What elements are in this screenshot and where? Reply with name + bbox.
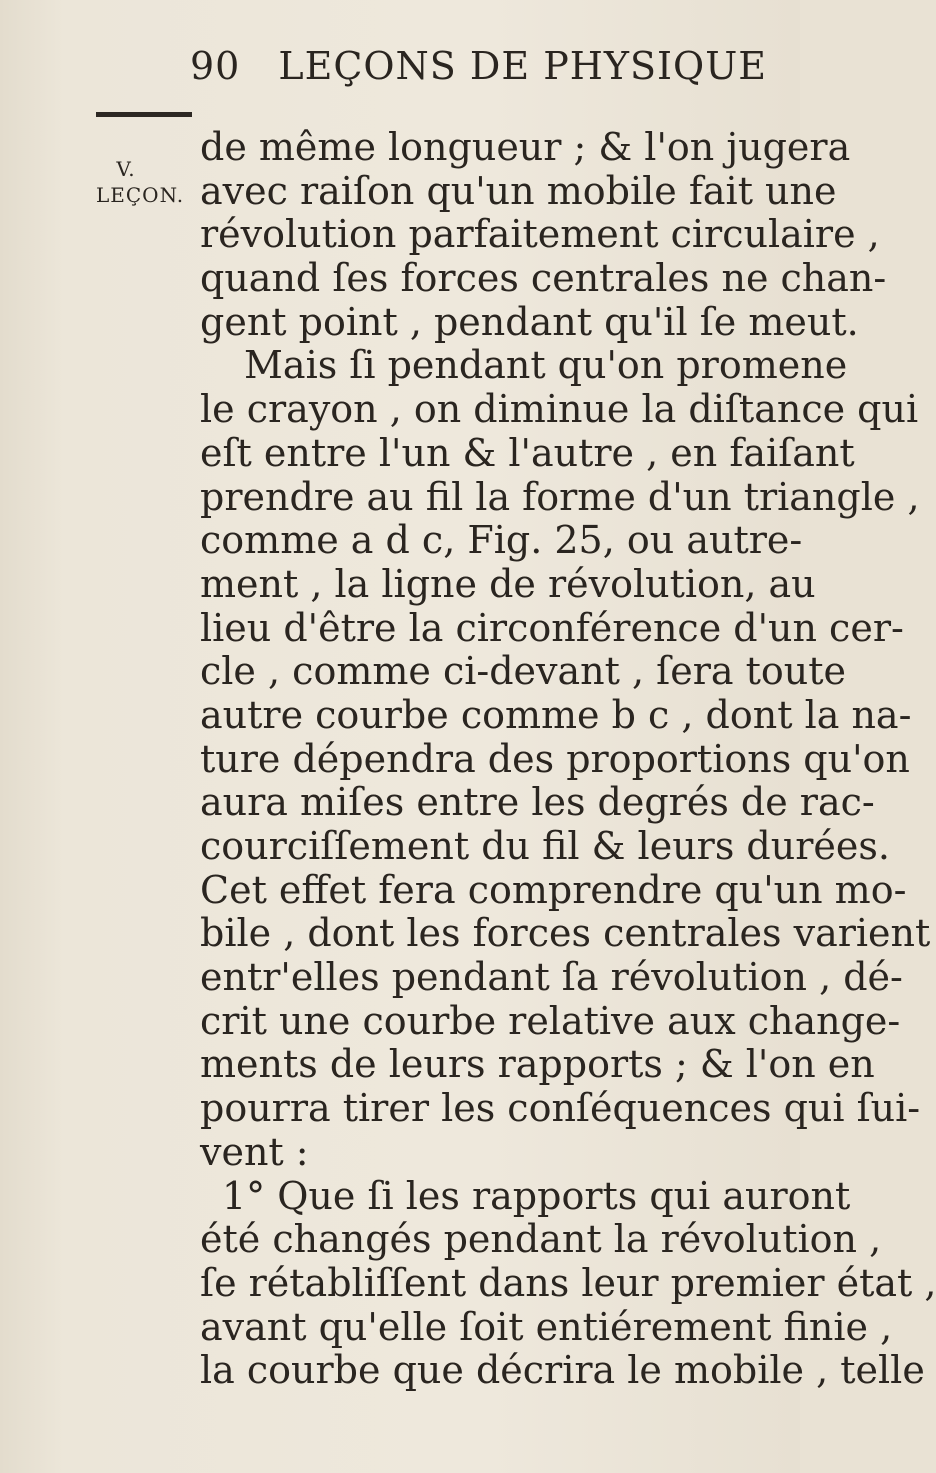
text-line: ſe rétabliſſent dans leur premier état , <box>200 1260 936 1305</box>
text-line: crit une courbe relative aux change- <box>200 998 901 1043</box>
text-line: de même longueur ; & l'on jugera <box>200 125 851 169</box>
margin-note <box>96 156 185 208</box>
text-line: Cet effet fera comprendre qu'un mo- <box>200 867 907 912</box>
text-line: comme a d c, Fig. 25, ou autre- <box>200 518 803 563</box>
margin-note-label: LEÇON. <box>96 183 185 207</box>
margin-note-number: V. <box>116 157 136 181</box>
text-line: aura miſes entre les degrés de rac- <box>200 780 875 825</box>
text-line: quand ſes forces centrales ne chan- <box>200 256 887 301</box>
text-line: avec raiſon qu'un mobile fait une <box>200 168 837 213</box>
text-line: été changés pendant la révolution , <box>200 1217 882 1262</box>
header-rule <box>96 112 192 117</box>
text-line: ment , la ligne de révolution, au <box>200 561 816 606</box>
text-line: ments de leurs rapports ; & l'on en <box>200 1042 875 1087</box>
text-line: 1° Que ſi les rapports qui auront <box>222 1173 851 1218</box>
text-line: lieu d'être la circonférence d'un cer- <box>200 605 904 650</box>
text-line: vent : <box>200 1129 309 1174</box>
text-line: entr'elles pendant ſa révolution , dé- <box>200 955 903 1000</box>
text-line: gent point , pendant qu'il ſe meut. <box>200 299 859 344</box>
text-line: Mais ſi pendant qu'on promene <box>244 343 848 388</box>
text-line: prendre au fil la forme d'un triangle , <box>200 474 920 519</box>
page-number: 90 <box>190 44 241 88</box>
text-line: bile , dont les forces centrales varient <box>200 911 931 956</box>
running-title: LEÇONS DE PHYSIQUE <box>278 44 767 88</box>
text-line: courciſſement du fil & leurs durées. <box>200 824 890 868</box>
body-text <box>200 125 936 1393</box>
text-line: révolution parfaitement circulaire , <box>200 212 880 257</box>
text-line: la courbe que décrira le mobile , telle <box>200 1348 925 1393</box>
running-header <box>190 44 767 88</box>
text-line: pourra tirer les conſéquences qui ſui- <box>200 1086 921 1131</box>
text-line: cle , comme ci-devant , ſera toute <box>200 649 846 694</box>
text-line: le crayon , on diminue la diſtance qui <box>200 387 919 432</box>
text-line: autre courbe comme b c , dont la na- <box>200 692 912 737</box>
text-line: avant qu'elle ſoit entiérement finie , <box>200 1304 893 1349</box>
text-line: ture dépendra des proportions qu'on <box>200 736 910 781</box>
text-line: eſt entre l'un & l'autre , en faiſant <box>200 430 855 475</box>
